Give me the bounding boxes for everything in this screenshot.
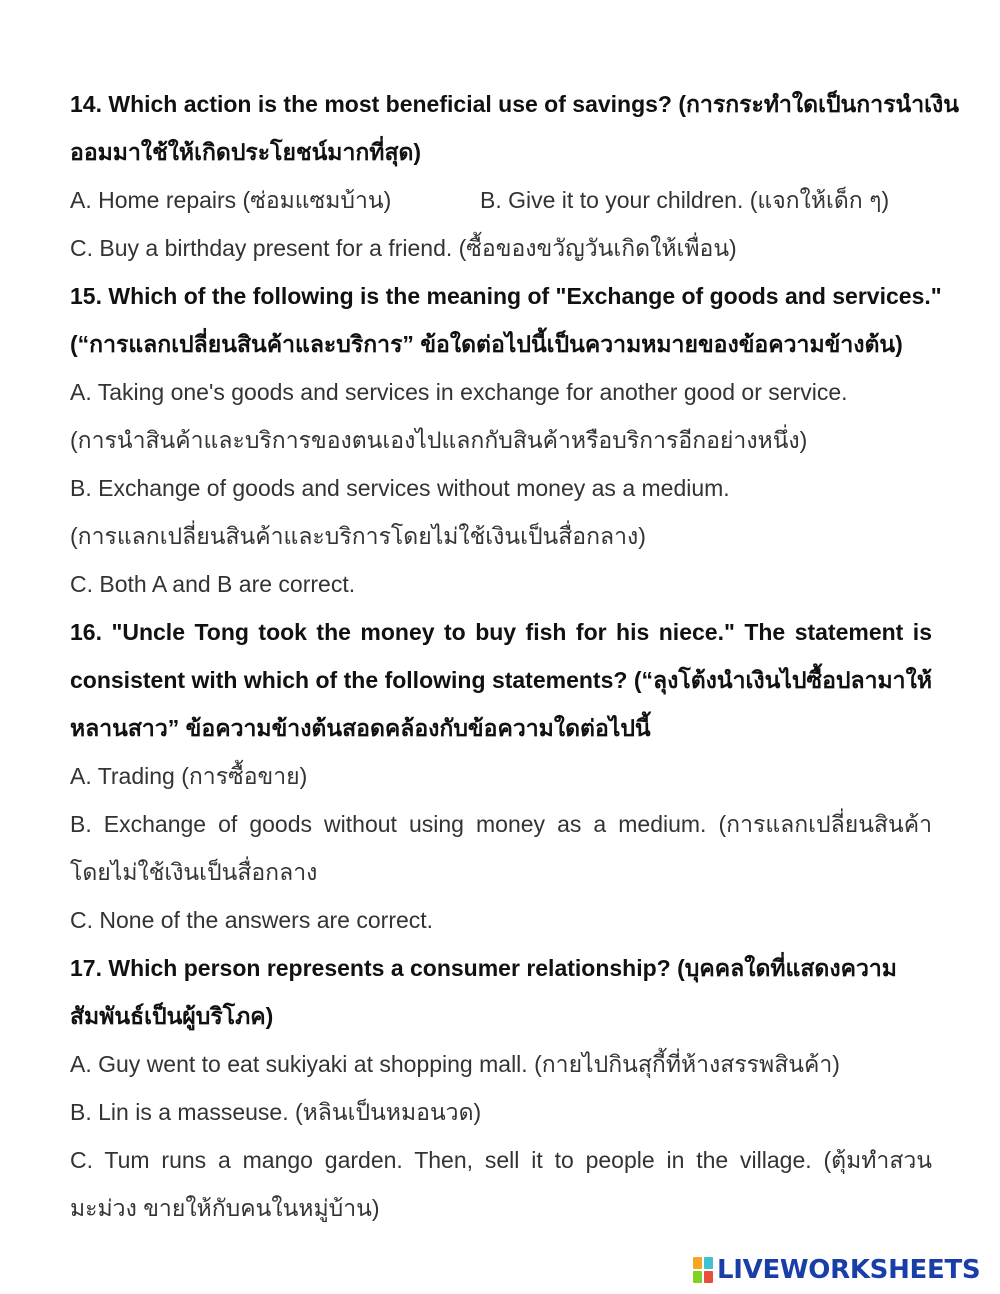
liveworksheets-blocks-icon xyxy=(693,1257,713,1283)
liveworksheets-logo[interactable] xyxy=(693,1253,980,1287)
question-16-line-2: consistent with which of the following statements? (“ลุงโต้งนำเงินไปซื้อปลามาให้ xyxy=(70,667,932,693)
question-16-option-c[interactable]: C. None of the answers are correct. xyxy=(70,907,434,933)
question-17-line-1: 17. Which person represents a consumer relationship? (บุคคลใดที่แสดงความ xyxy=(70,955,897,981)
question-17-option-c-cont: มะม่วง ขายให้กับคนในหมู่บ้าน) xyxy=(70,1195,380,1221)
question-17-option-b[interactable]: B. Lin is a masseuse. (หลินเป็นหมอนวด) xyxy=(70,1099,482,1125)
question-15-option-a[interactable]: A. Taking one's goods and services in exchange for another good or service. xyxy=(70,379,848,405)
logo-block-3 xyxy=(693,1271,702,1283)
question-17-line-2: สัมพันธ์เป็นผู้บริโภค) xyxy=(70,1003,274,1029)
question-16-line-1: 16. "Uncle Tong took the money to buy fish for his niece." The statement is xyxy=(70,619,932,645)
question-16-option-a[interactable]: A. Trading (การซื้อขาย) xyxy=(70,763,308,789)
logo-wordmark: LIVEWORKSHEETS xyxy=(717,1255,981,1285)
question-15-option-c[interactable]: C. Both A and B are correct. xyxy=(70,571,356,597)
question-15-line-2: (“การแลกเปลี่ยนสินค้าและบริการ” ข้อใดต่อไปนี้เป็นความหมายของข้อความข้างต้น) xyxy=(70,331,903,357)
question-14-option-c[interactable]: C. Buy a birthday present for a friend. (ซื้อของขวัญวันเกิดให้เพื่อน) xyxy=(70,235,737,261)
question-16-option-b[interactable]: B. Exchange of goods without using money as a medium. (การแลกเปลี่ยนสินค้า xyxy=(70,811,932,837)
question-15-option-a-thai: (การนำสินค้าและบริการของตนเองไปแลกกับสินค้าหรือบริการอีกอย่างหนึ่ง) xyxy=(70,427,808,453)
question-14-line-1: 14. Which action is the most beneficial use of savings? (การกระทำใดเป็นการนำเงิน xyxy=(70,91,959,117)
question-14-option-b[interactable]: B. Give it to your children. (แจกให้เด็ก ๆ) xyxy=(480,187,890,213)
logo-block-1 xyxy=(693,1257,702,1269)
question-17-option-a[interactable]: A. Guy went to eat sukiyaki at shopping mall. (กายไปกินสุกี้ที่ห้างสรรพสินค้า) xyxy=(70,1051,840,1077)
question-15-option-b[interactable]: B. Exchange of goods and services without money as a medium. xyxy=(70,475,730,501)
question-16-line-3: หลานสาว” ข้อความข้างต้นสอดคล้องกับข้อความใดต่อไปนี้ xyxy=(70,715,651,741)
question-15-option-b-thai: (การแลกเปลี่ยนสินค้าและบริการโดยไม่ใช้เงินเป็นสื่อกลาง) xyxy=(70,523,646,549)
question-14-line-2: ออมมาใช้ให้เกิดประโยชน์มากที่สุด) xyxy=(70,139,422,165)
question-14-option-a[interactable]: A. Home repairs (ซ่อมแซมบ้าน) xyxy=(70,187,392,213)
question-17-option-c[interactable]: C. Tum runs a mango garden. Then, sell it to people in the village. (ตุ้มทำสวน xyxy=(70,1147,932,1173)
question-14-options-row xyxy=(70,184,932,216)
logo-block-2 xyxy=(704,1257,713,1269)
question-15-line-1: 15. Which of the following is the meaning of "Exchange of goods and services." xyxy=(70,283,942,309)
question-16-option-b-cont: โดยไม่ใช้เงินเป็นสื่อกลาง xyxy=(70,859,318,885)
logo-block-4 xyxy=(704,1271,713,1283)
